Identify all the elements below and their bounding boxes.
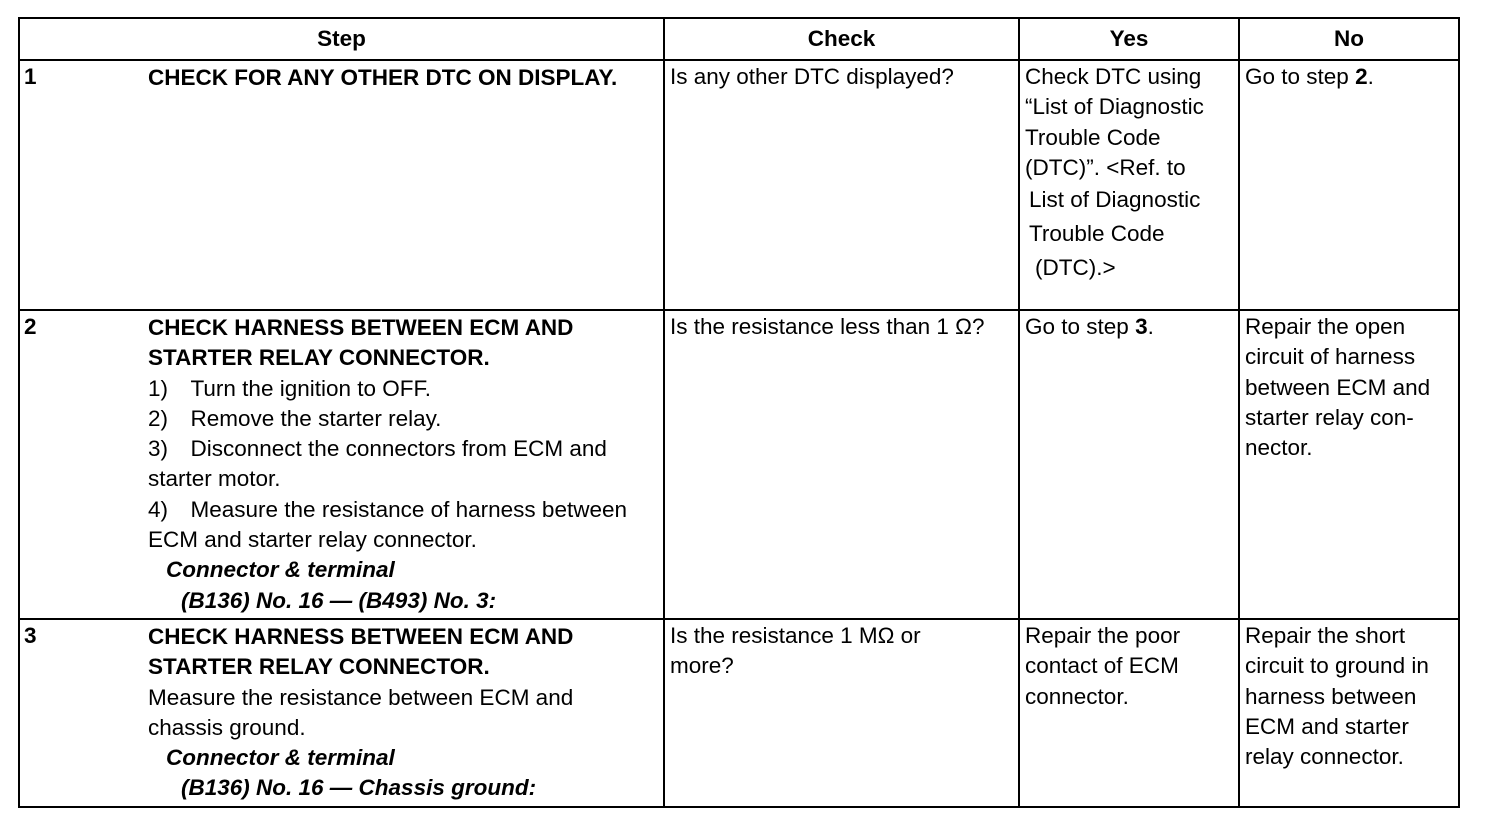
step-title: CHECK HARNESS BETWEEN ECM AND: [148, 624, 574, 649]
diagnostic-table: [18, 17, 1460, 808]
step-title: STARTER RELAY CONNECTOR.: [148, 345, 490, 371]
yes-line: “List of Diagnostic: [1025, 94, 1204, 120]
no-line: harness between: [1245, 683, 1417, 709]
check-cell: [664, 60, 1019, 310]
header-step: Step: [19, 18, 664, 60]
instruction-line: 4) Measure the resistance of harness between: [148, 496, 628, 522]
connector-label: Connector & terminal: [166, 745, 395, 771]
check-line: more?: [670, 653, 734, 679]
yes-cell: [1019, 60, 1239, 310]
connector-value: (B136) No. 16 — Chassis ground:: [181, 775, 537, 801]
yes-line: (DTC)”. <Ref. to: [1025, 154, 1186, 180]
instruction-line: starter motor.: [148, 466, 281, 492]
header-check: Check: [664, 18, 1019, 60]
connector-value: (B136) No. 16 — (B493) No. 3:: [181, 587, 497, 613]
yes-line: contact of ECM: [1025, 653, 1179, 679]
step-cell: [19, 60, 664, 310]
yes-prefix: Go to step: [1025, 314, 1136, 339]
check-text: Is any other DTC displayed?: [670, 64, 954, 89]
yes-line: Trouble Code: [1025, 124, 1161, 150]
instruction-line: 3) Disconnect the connectors from ECM and: [148, 436, 607, 462]
instruction-line: 2) Remove the starter relay.: [148, 405, 442, 431]
step-number: 2: [24, 314, 37, 339]
step-title: STARTER RELAY CONNECTOR.: [148, 654, 490, 680]
no-line: ECM and starter: [1245, 713, 1409, 739]
table-row: [19, 310, 1459, 619]
table-row: [19, 60, 1459, 310]
instruction-line: Measure the resistance between ECM and: [148, 684, 574, 710]
yes-line: Check DTC using: [1025, 64, 1202, 89]
no-line: starter relay con-: [1245, 404, 1414, 430]
instruction-line: 1) Turn the ignition to OFF.: [148, 375, 432, 401]
yes-cell: [1019, 619, 1239, 807]
check-text: Is the resistance less than 1 Ω?: [670, 314, 985, 339]
step-cell: [19, 310, 664, 619]
yes-ref-line: List of Diagnostic: [1029, 187, 1201, 213]
no-line: nector.: [1245, 435, 1313, 461]
instruction-line: chassis ground.: [148, 714, 306, 740]
step-title: CHECK HARNESS BETWEEN ECM AND: [148, 315, 574, 340]
header-yes: Yes: [1019, 18, 1239, 60]
check-cell: [664, 310, 1019, 619]
header-no: No: [1239, 18, 1459, 60]
step-title: CHECK FOR ANY OTHER DTC ON DISPLAY.: [148, 65, 618, 90]
check-cell: [664, 619, 1019, 807]
yes-text: [1025, 312, 1233, 342]
instruction-line: ECM and starter relay connector.: [148, 527, 477, 553]
no-line: Repair the short: [1245, 623, 1406, 648]
no-text: [1245, 62, 1453, 92]
no-cell: [1239, 310, 1459, 619]
no-line: between ECM and: [1245, 374, 1431, 400]
yes-cell: [1019, 310, 1239, 619]
no-cell: [1239, 60, 1459, 310]
table-header-row: [19, 18, 1459, 60]
next-step-number: 2: [1355, 64, 1368, 89]
next-step-number: 3: [1135, 314, 1148, 339]
check-line: Is the resistance 1 MΩ or: [670, 623, 921, 648]
no-suffix: .: [1367, 64, 1374, 89]
connector-label: Connector & terminal: [166, 557, 395, 583]
step-number: 3: [24, 623, 37, 648]
no-line: Repair the open: [1245, 314, 1406, 339]
yes-ref-line: Trouble Code: [1029, 221, 1165, 247]
yes-ref-line: (DTC).>: [1035, 255, 1116, 281]
no-line: circuit to ground in: [1245, 653, 1429, 679]
yes-line: connector.: [1025, 683, 1129, 709]
no-line: circuit of harness: [1245, 344, 1416, 370]
step-number: 1: [24, 64, 37, 89]
no-line: relay connector.: [1245, 744, 1404, 770]
step-cell: [19, 619, 664, 807]
no-prefix: Go to step: [1245, 64, 1356, 89]
no-cell: [1239, 619, 1459, 807]
table-row: [19, 619, 1459, 807]
yes-line: Repair the poor: [1025, 623, 1181, 648]
yes-suffix: .: [1147, 314, 1154, 339]
